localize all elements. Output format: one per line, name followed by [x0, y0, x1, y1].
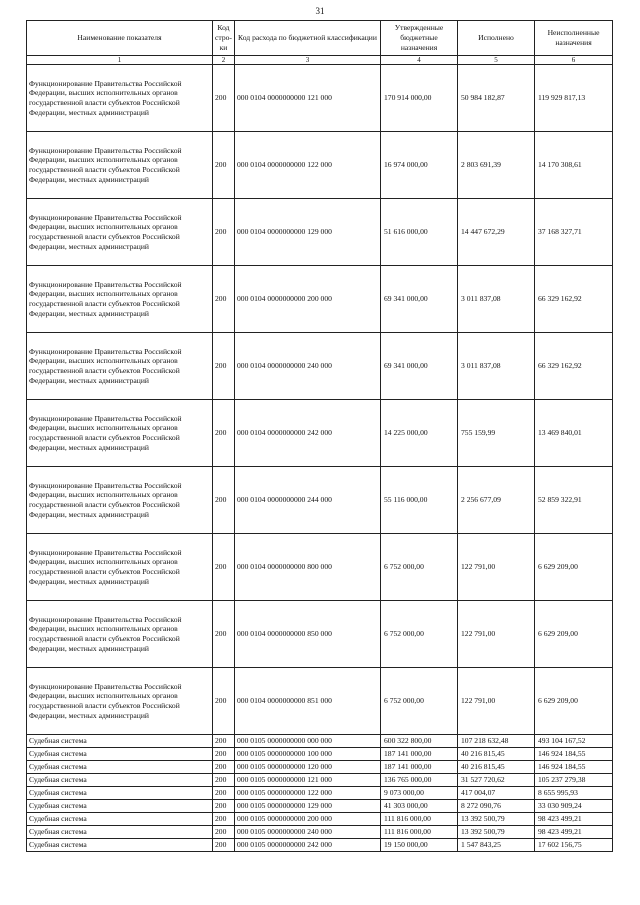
row-executed: 122 791,00	[458, 534, 535, 601]
row-line-code: 200	[213, 735, 235, 748]
budget-execution-table	[26, 20, 613, 852]
row-executed: 2 256 677,09	[458, 467, 535, 534]
row-approved: 55 116 000,00	[381, 467, 458, 534]
row-unexecuted: 146 924 184,55	[535, 748, 613, 761]
row-name: Судебная система	[27, 839, 213, 852]
row-unexecuted: 13 469 840,01	[535, 400, 613, 467]
row-approved: 16 974 000,00	[381, 132, 458, 199]
row-approved: 6 752 000,00	[381, 534, 458, 601]
row-name: Функционирование Правительства Российской Федерации, высших исполнительных органов государственной власти субъектов Российской Федерации, местных администраций	[27, 266, 213, 333]
row-approved: 69 341 000,00	[381, 333, 458, 400]
row-budget-code: 000 0104 0000000000 129 000	[235, 199, 381, 266]
row-approved: 6 752 000,00	[381, 668, 458, 735]
table-row	[27, 266, 613, 333]
row-name: Функционирование Правительства Российской Федерации, высших исполнительных органов государственной власти субъектов Российской Федерации, местных администраций	[27, 132, 213, 199]
row-approved: 6 752 000,00	[381, 601, 458, 668]
row-name: Функционирование Правительства Российской Федерации, высших исполнительных органов государственной власти субъектов Российской Федерации, местных администраций	[27, 199, 213, 266]
row-budget-code: 000 0105 0000000000 240 000	[235, 826, 381, 839]
table-row	[27, 668, 613, 735]
row-line-code: 200	[213, 774, 235, 787]
row-name: Судебная система	[27, 787, 213, 800]
row-unexecuted: 146 924 184,55	[535, 761, 613, 774]
table-row	[27, 748, 613, 761]
row-name: Судебная система	[27, 800, 213, 813]
table-row	[27, 467, 613, 534]
header-unexecuted: Неисполненные назначения	[535, 21, 613, 56]
row-name: Функционирование Правительства Российской Федерации, высших исполнительных органов государственной власти субъектов Российской Федерации, местных администраций	[27, 601, 213, 668]
row-line-code: 200	[213, 826, 235, 839]
row-approved: 136 765 000,00	[381, 774, 458, 787]
table-row	[27, 813, 613, 826]
row-name: Функционирование Правительства Российской Федерации, высших исполнительных органов государственной власти субъектов Российской Федерации, местных администраций	[27, 467, 213, 534]
row-line-code: 200	[213, 668, 235, 735]
row-executed: 107 218 632,48	[458, 735, 535, 748]
row-budget-code: 000 0104 0000000000 851 000	[235, 668, 381, 735]
row-line-code: 200	[213, 199, 235, 266]
row-executed: 8 272 090,76	[458, 800, 535, 813]
row-unexecuted: 33 030 909,24	[535, 800, 613, 813]
row-approved: 600 322 800,00	[381, 735, 458, 748]
row-unexecuted: 98 423 499,21	[535, 826, 613, 839]
row-executed: 122 791,00	[458, 601, 535, 668]
header-budget-code: Код расхода по бюджетной классификации	[235, 21, 381, 56]
row-approved: 51 616 000,00	[381, 199, 458, 266]
row-approved: 69 341 000,00	[381, 266, 458, 333]
row-budget-code: 000 0105 0000000000 200 000	[235, 813, 381, 826]
row-name: Судебная система	[27, 826, 213, 839]
row-executed: 755 159,99	[458, 400, 535, 467]
row-budget-code: 000 0105 0000000000 242 000	[235, 839, 381, 852]
table-row	[27, 65, 613, 132]
row-unexecuted: 17 602 156,75	[535, 839, 613, 852]
row-budget-code: 000 0105 0000000000 121 000	[235, 774, 381, 787]
row-executed: 3 011 837,08	[458, 266, 535, 333]
column-number: 3	[235, 56, 381, 65]
column-number: 1	[27, 56, 213, 65]
row-budget-code: 000 0104 0000000000 244 000	[235, 467, 381, 534]
table-row	[27, 774, 613, 787]
table-row	[27, 761, 613, 774]
row-budget-code: 000 0104 0000000000 800 000	[235, 534, 381, 601]
row-line-code: 200	[213, 65, 235, 132]
row-executed: 14 447 672,29	[458, 199, 535, 266]
row-unexecuted: 119 929 817,13	[535, 65, 613, 132]
header-name: Наименование показателя	[27, 21, 213, 56]
table-row	[27, 333, 613, 400]
row-name: Функционирование Правительства Российской Федерации, высших исполнительных органов государственной власти субъектов Российской Федерации, местных администраций	[27, 668, 213, 735]
row-name: Функционирование Правительства Российской Федерации, высших исполнительных органов государственной власти субъектов Российской Федерации, местных администраций	[27, 65, 213, 132]
header-approved: Утвержденные бюджетные назначения	[381, 21, 458, 56]
row-budget-code: 000 0105 0000000000 000 000	[235, 735, 381, 748]
row-unexecuted: 6 629 209,00	[535, 668, 613, 735]
row-unexecuted: 14 170 308,61	[535, 132, 613, 199]
table-row	[27, 787, 613, 800]
row-approved: 9 073 000,00	[381, 787, 458, 800]
row-budget-code: 000 0105 0000000000 120 000	[235, 761, 381, 774]
table-row	[27, 800, 613, 813]
row-executed: 13 392 500,79	[458, 813, 535, 826]
row-budget-code: 000 0104 0000000000 121 000	[235, 65, 381, 132]
row-name: Судебная система	[27, 748, 213, 761]
row-line-code: 200	[213, 333, 235, 400]
row-executed: 417 004,07	[458, 787, 535, 800]
row-line-code: 200	[213, 787, 235, 800]
row-budget-code: 000 0105 0000000000 129 000	[235, 800, 381, 813]
row-budget-code: 000 0104 0000000000 850 000	[235, 601, 381, 668]
table-row	[27, 826, 613, 839]
row-line-code: 200	[213, 761, 235, 774]
row-budget-code: 000 0104 0000000000 242 000	[235, 400, 381, 467]
table-row	[27, 839, 613, 852]
row-budget-code: 000 0104 0000000000 200 000	[235, 266, 381, 333]
row-executed: 1 547 843,25	[458, 839, 535, 852]
row-executed: 50 984 182,87	[458, 65, 535, 132]
column-number: 6	[535, 56, 613, 65]
column-number-row	[27, 56, 613, 65]
table-row	[27, 534, 613, 601]
row-approved: 187 141 000,00	[381, 761, 458, 774]
row-name: Судебная система	[27, 735, 213, 748]
row-approved: 14 225 000,00	[381, 400, 458, 467]
row-budget-code: 000 0104 0000000000 240 000	[235, 333, 381, 400]
column-number: 2	[213, 56, 235, 65]
row-unexecuted: 6 629 209,00	[535, 601, 613, 668]
column-number: 4	[381, 56, 458, 65]
table-row	[27, 199, 613, 266]
row-name: Функционирование Правительства Российской Федерации, высших исполнительных органов государственной власти субъектов Российской Федерации, местных администраций	[27, 534, 213, 601]
row-unexecuted: 37 168 327,71	[535, 199, 613, 266]
row-unexecuted: 66 329 162,92	[535, 266, 613, 333]
row-name: Судебная система	[27, 813, 213, 826]
header-executed: Исполнено	[458, 21, 535, 56]
row-executed: 122 791,00	[458, 668, 535, 735]
row-approved: 19 150 000,00	[381, 839, 458, 852]
row-name: Судебная система	[27, 761, 213, 774]
row-line-code: 200	[213, 132, 235, 199]
row-unexecuted: 66 329 162,92	[535, 333, 613, 400]
row-executed: 40 216 815,45	[458, 761, 535, 774]
row-approved: 111 816 000,00	[381, 813, 458, 826]
row-line-code: 200	[213, 601, 235, 668]
table-row	[27, 735, 613, 748]
row-unexecuted: 493 104 167,52	[535, 735, 613, 748]
row-name: Судебная система	[27, 774, 213, 787]
column-number: 5	[458, 56, 535, 65]
row-executed: 31 527 720,62	[458, 774, 535, 787]
page-number: 31	[315, 6, 325, 16]
row-line-code: 200	[213, 266, 235, 333]
row-executed: 3 011 837,08	[458, 333, 535, 400]
row-line-code: 200	[213, 534, 235, 601]
header-row	[27, 21, 613, 56]
row-unexecuted: 105 237 279,38	[535, 774, 613, 787]
row-line-code: 200	[213, 400, 235, 467]
row-approved: 41 303 000,00	[381, 800, 458, 813]
row-executed: 40 216 815,45	[458, 748, 535, 761]
row-approved: 170 914 000,00	[381, 65, 458, 132]
row-approved: 187 141 000,00	[381, 748, 458, 761]
row-name: Функционирование Правительства Российской Федерации, высших исполнительных органов государственной власти субъектов Российской Федерации, местных администраций	[27, 333, 213, 400]
row-unexecuted: 8 655 995,93	[535, 787, 613, 800]
row-line-code: 200	[213, 839, 235, 852]
row-budget-code: 000 0104 0000000000 122 000	[235, 132, 381, 199]
row-line-code: 200	[213, 748, 235, 761]
header-line-code: Код стро-ки	[213, 21, 235, 56]
table-row	[27, 132, 613, 199]
row-budget-code: 000 0105 0000000000 100 000	[235, 748, 381, 761]
row-line-code: 200	[213, 467, 235, 534]
row-line-code: 200	[213, 813, 235, 826]
row-line-code: 200	[213, 800, 235, 813]
row-name: Функционирование Правительства Российской Федерации, высших исполнительных органов государственной власти субъектов Российской Федерации, местных администраций	[27, 400, 213, 467]
row-unexecuted: 98 423 499,21	[535, 813, 613, 826]
table-row	[27, 601, 613, 668]
row-budget-code: 000 0105 0000000000 122 000	[235, 787, 381, 800]
table-row	[27, 400, 613, 467]
row-approved: 111 816 000,00	[381, 826, 458, 839]
row-executed: 2 803 691,39	[458, 132, 535, 199]
row-unexecuted: 6 629 209,00	[535, 534, 613, 601]
row-unexecuted: 52 859 322,91	[535, 467, 613, 534]
row-executed: 13 392 500,79	[458, 826, 535, 839]
